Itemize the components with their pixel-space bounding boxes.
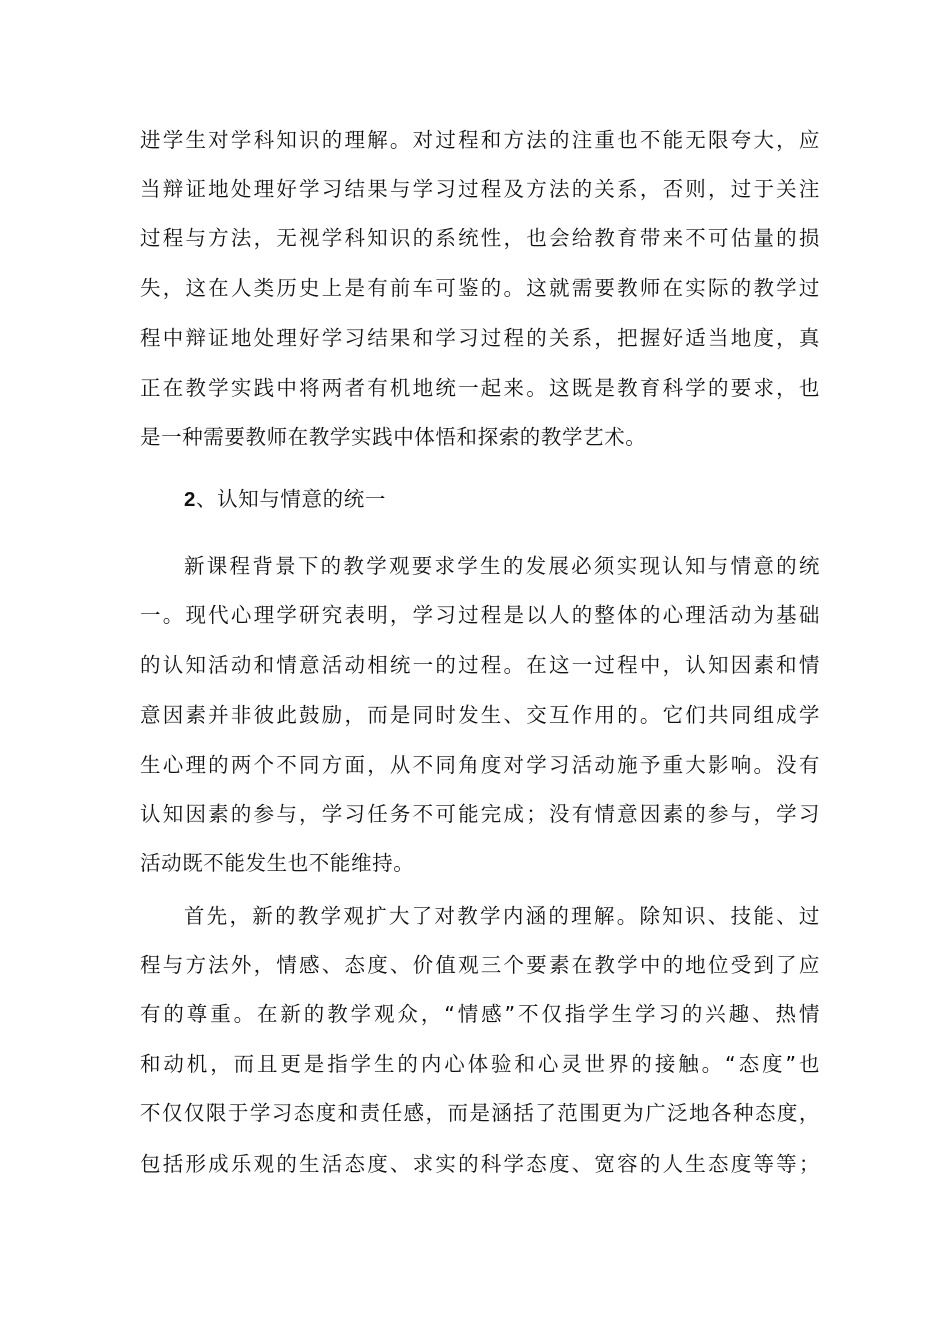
paragraph-2-line-7: 活动既不能发生也不能维持。 xyxy=(140,851,415,875)
paragraph-3-line-6: 包括形成乐观的生活态度、求实的科学态度、宽容的人生态度等等； xyxy=(140,1152,820,1176)
paragraph-2-line-5: 生心理的两个不同方面，从不同角度对学习活动施予重大影响。没有 xyxy=(140,753,820,777)
paragraph-2-line-3: 的认知活动和情意活动相统一的过程。在这一过程中，认知因素和情 xyxy=(140,653,820,677)
paragraph-3-line-5: 不仅仅限于学习态度和责任感，而是涵括了范围更为广泛地各种态度， xyxy=(140,1101,820,1125)
paragraph-2-line-6: 认知因素的参与，学习任务不可能完成；没有情意因素的参与，学习 xyxy=(140,802,820,826)
paragraph-3-line-2: 程与方法外，情感、态度、价值观三个要素在教学中的地位受到了应 xyxy=(140,953,820,977)
paragraph-3-line-1: 首先，新的教学观扩大了对教学内涵的理解。除知识、技能、过 xyxy=(184,904,820,928)
section-heading-number: 2 xyxy=(184,488,197,511)
paragraph-1-line-7: 是一种需要教师在教学实践中体悟和探索的教学艺术。 xyxy=(140,425,647,449)
paragraph-1-line-2: 当辩证地处理好学习结果与学习过程及方法的关系，否则，过于关注 xyxy=(140,177,820,201)
section-heading xyxy=(184,485,584,514)
paragraph-3-line-3: 有的尊重。在新的教学观众，“情感”不仅指学生学习的兴趣、热情 xyxy=(140,1002,820,1026)
paragraph-1-line-3: 过程与方法，无视学科知识的系统性，也会给教育带来不可估量的损 xyxy=(140,226,820,250)
paragraph-1-line-5: 程中辩证地处理好学习结果和学习过程的关系，把握好适当地度，真 xyxy=(140,326,820,350)
paragraph-2-line-2: 一。现代心理学研究表明，学习过程是以人的整体的心理活动为基础 xyxy=(140,603,820,627)
paragraph-2-line-1: 新课程背景下的教学观要求学生的发展必须实现认知与情意的统 xyxy=(184,554,820,578)
paragraph-3-line-4: 和动机，而且更是指学生的内心体验和心灵世界的接触。“态度”也 xyxy=(140,1052,820,1076)
paragraph-2-line-4: 意因素并非彼此鼓励，而是同时发生、交互作用的。它们共同组成学 xyxy=(140,703,820,727)
paragraph-1-line-1: 进学生对学科知识的理解。对过程和方法的注重也不能无限夸大，应 xyxy=(140,128,820,152)
section-heading-text: 、认知与情意的统一 xyxy=(196,487,386,511)
paragraph-1-line-6: 正在教学实践中将两者有机地统一起来。这既是教育科学的要求，也 xyxy=(140,376,820,400)
paragraph-1-line-4: 失，这在人类历史上是有前车可鉴的。这就需要教师在实际的教学过 xyxy=(140,276,820,300)
